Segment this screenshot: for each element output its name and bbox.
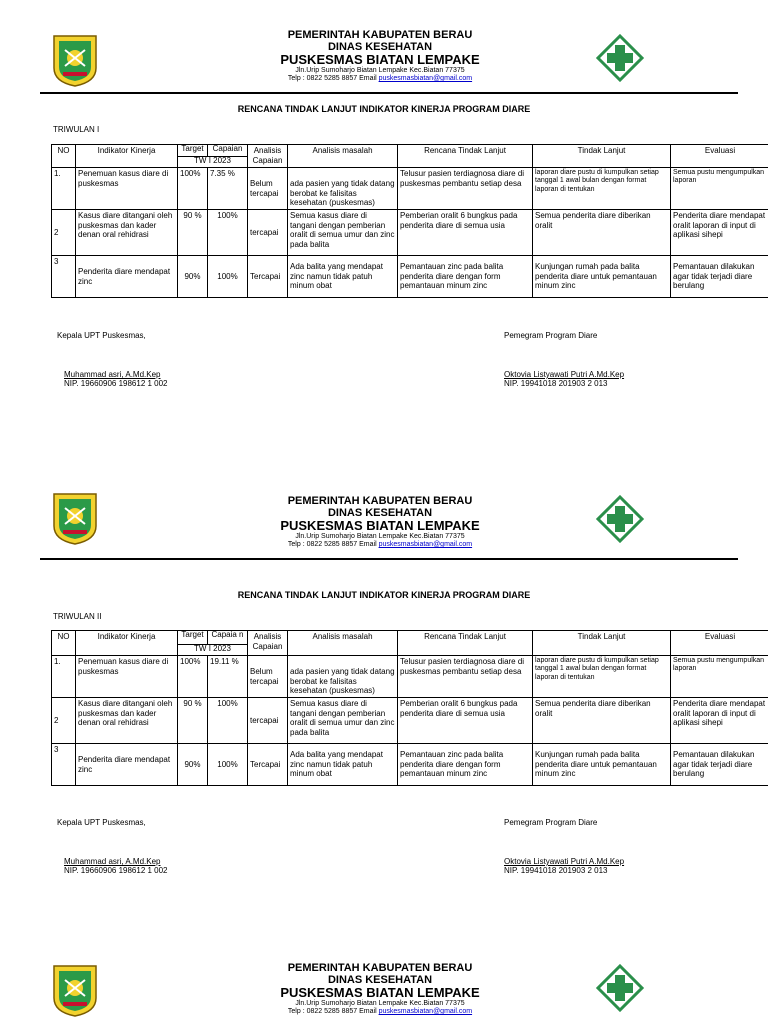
cell-target: 100% — [178, 168, 208, 210]
col-tindak: Tindak Lanjut — [533, 631, 671, 656]
sign-left-block — [64, 857, 168, 875]
sign-right-name: Oktovia Listyawati Putri A.Md.Kep — [504, 370, 625, 379]
cell-rencana: Pemantauan zinc pada balita penderita diare dengan form pemantauan minum zinc — [398, 256, 533, 298]
cell-rencana: Pemberian oralit 6 bungkus pada penderita diare di semua usia — [398, 210, 533, 256]
col-analisis-capaian: Analisis Capaian — [248, 145, 288, 168]
cell-evaluasi: Pemantauan dilakukan agar tidak terjadi diare berulang — [671, 256, 768, 298]
doc-title: RENCANA TINDAK LANJUT INDIKATOR KINERJA PROGRAM DIARE — [237, 104, 531, 114]
cell-evaluasi: Pemantauan dilakukan agar tidak terjadi diare berulang — [671, 744, 768, 786]
cell-target: 90 % — [178, 210, 208, 256]
cell-capaian: 19.11 % — [208, 656, 248, 698]
sign-right-name: Oktovia Listyawati Putri A.Md.Kep — [504, 857, 625, 866]
cell-no: 1. — [52, 168, 76, 210]
col-evaluasi: Evaluasi — [671, 145, 768, 168]
cell-indikator: Penemuan kasus diare di puskesmas — [76, 656, 178, 698]
cell-analisis-capaian: Belum tercapai — [248, 168, 288, 210]
facility-name: PUSKESMAS BIATAN LEMPAKE — [280, 985, 480, 1001]
cell-no: 3 — [52, 256, 76, 298]
agency-line: DINAS KESEHATAN — [327, 974, 433, 987]
cell-tindak: Semua penderita diare diberikan oralit — [533, 210, 671, 256]
cell-evaluasi: Penderita diare mendapat oralit laporan di input di aplikasi sihepi — [671, 210, 768, 256]
col-period: TW I 2023 — [178, 157, 248, 168]
cell-tindak: Semua penderita diare diberikan oralit — [533, 698, 671, 744]
cell-indikator: Penderita diare mendapat zinc — [76, 744, 178, 786]
cell-rencana: Pemberian oralit 6 bungkus pada penderita diare di semua usia — [398, 698, 533, 744]
quarter-label: TRIWULAN II — [53, 612, 102, 621]
col-evaluasi: Evaluasi — [671, 631, 768, 656]
gov-line: PEMERINTAH KABUPATEN BERAU — [287, 495, 473, 507]
cell-analisis-capaian: Tercapai — [248, 744, 288, 786]
agency-line: DINAS KESEHATAN — [327, 507, 433, 520]
col-no: NO — [52, 631, 76, 656]
sign-left-nip: NIP. 19660906 198612 1 002 — [64, 866, 168, 875]
cell-rencana: Pemantauan zinc pada balita penderita diare dengan form pemantauan minum zinc — [398, 744, 533, 786]
sign-right-block — [504, 370, 624, 388]
phone-text: Telp : 0822 5285 8857 Email — [287, 75, 377, 83]
cell-analisis-masalah: Semua kasus diare di tangani dengan pemberian oralit di semua umur dan zinc pada balita — [288, 698, 398, 744]
cell-analisis-capaian: Tercapai — [248, 256, 288, 298]
sign-right-nip: NIP. 19941018 201903 2 013 — [504, 866, 608, 875]
col-no: NO — [52, 145, 76, 168]
facility-name: PUSKESMAS BIATAN LEMPAKE — [280, 52, 480, 68]
agency-line: DINAS KESEHATAN — [327, 41, 433, 54]
col-analisis-masalah: Analisis masalah — [288, 631, 398, 656]
col-capaian: Capaia n — [208, 631, 248, 645]
sign-left-title: Kepala UPT Puskesmas, — [57, 818, 146, 827]
cell-capaian: 100% — [208, 256, 248, 298]
phone-text: Telp : 0822 5285 8857 Email — [287, 541, 377, 549]
table-row — [52, 210, 768, 256]
sign-left-name: Muhammad asri, A.Md.Kep — [64, 857, 161, 866]
phone-text: Telp : 0822 5285 8857 Email — [287, 1008, 377, 1016]
cell-analisis-capaian: tercapai — [248, 698, 288, 744]
col-indikator: Indikator Kinerja — [76, 631, 178, 656]
sign-left-nip: NIP. 19660906 198612 1 002 — [64, 379, 168, 388]
table-row — [52, 656, 768, 698]
col-indikator: Indikator Kinerja — [76, 145, 178, 168]
cell-no: 3 — [52, 744, 76, 786]
doc-title: RENCANA TINDAK LANJUT INDIKATOR KINERJA PROGRAM DIARE — [237, 590, 531, 600]
cell-target: 90% — [178, 744, 208, 786]
header-rule — [40, 558, 738, 560]
cell-target: 100% — [178, 656, 208, 698]
col-tindak: Tindak Lanjut — [533, 145, 671, 168]
cell-no: 2 — [52, 698, 76, 744]
facility-name: PUSKESMAS BIATAN LEMPAKE — [280, 518, 480, 534]
cell-indikator: Penderita diare mendapat zinc — [76, 256, 178, 298]
cell-no: 1. — [52, 656, 76, 698]
berau-regency-emblem-icon — [50, 32, 100, 88]
gov-line: PEMERINTAH KABUPATEN BERAU — [287, 962, 473, 974]
email-link[interactable]: puskesmasbiatan@gmail.com — [378, 1008, 473, 1016]
col-target: Target — [178, 631, 208, 645]
cell-evaluasi: Penderita diare mendapat oralit laporan di input di aplikasi sihepi — [671, 698, 768, 744]
sign-right-title: Pemegram Program Diare — [504, 818, 598, 827]
col-rencana: Rencana Tindak Lanjut — [398, 631, 533, 656]
cell-no: 2 — [52, 210, 76, 256]
cell-analisis-masalah: Ada balita yang mendapat zinc namun tidak patuh minum obat — [288, 744, 398, 786]
quarter-label: TRIWULAN I — [53, 125, 100, 134]
berau-regency-emblem-icon — [50, 490, 100, 546]
col-period: TW I 2023 — [178, 645, 248, 656]
address-line: Jln.Urip Sumoharjo Biatan Lempake Kec.Biatan 77375 — [295, 67, 465, 75]
berau-regency-emblem-icon — [50, 962, 100, 1018]
cell-tindak: Kunjungan rumah pada balita penderita diare untuk pemantauan minum zinc — [533, 256, 671, 298]
table-row — [52, 698, 768, 744]
col-analisis-masalah: Analisis masalah — [288, 145, 398, 168]
sign-left-name: Muhammad asri, A.Md.Kep — [64, 370, 161, 379]
cell-analisis-capaian: tercapai — [248, 210, 288, 256]
cell-evaluasi: Semua pustu mengumpulkan laporan — [671, 168, 768, 210]
cell-analisis-masalah: ada pasien yang tidak datang berobat ke falisitas kesehatan (puskesmas) — [288, 656, 398, 698]
table-row — [52, 256, 768, 298]
col-rencana: Rencana Tindak Lanjut — [398, 145, 533, 168]
col-capaian: Capaian — [208, 145, 248, 157]
cell-capaian: 100% — [208, 698, 248, 744]
sign-right-nip: NIP. 19941018 201903 2 013 — [504, 379, 608, 388]
table-row — [52, 168, 768, 210]
email-link[interactable]: puskesmasbiatan@gmail.com — [378, 541, 473, 549]
rtl-table-q2 — [51, 630, 768, 786]
cell-tindak: Kunjungan rumah pada balita penderita diare untuk pemantauan minum zinc — [533, 744, 671, 786]
sign-left-block — [64, 370, 168, 388]
col-analisis-capaian: Analisis Capaian — [248, 631, 288, 656]
sign-right-block — [504, 857, 624, 875]
cell-indikator: Penemuan kasus diare di puskesmas — [76, 168, 178, 210]
cell-analisis-masalah: Semua kasus diare di tangani dengan pemberian oralit di semua umur dan zinc pada balita — [288, 210, 398, 256]
gov-line: PEMERINTAH KABUPATEN BERAU — [287, 29, 473, 41]
header-rule — [40, 92, 738, 94]
cell-target: 90 % — [178, 698, 208, 744]
puskesmas-cross-icon — [596, 495, 644, 543]
cell-indikator: Kasus diare ditangani oleh puskesmas dan kader denan oral rehidrasi — [76, 210, 178, 256]
cell-rencana: Telusur pasien terdiagnosa diare di puskesmas pembantu setiap desa — [398, 656, 533, 698]
contact-line — [180, 541, 580, 549]
cell-capaian: 100% — [208, 210, 248, 256]
puskesmas-cross-icon — [596, 34, 644, 82]
address-line: Jln.Urip Sumoharjo Biatan Lempake Kec.Biatan 77375 — [295, 533, 465, 541]
puskesmas-cross-icon — [596, 964, 644, 1012]
col-target: Target — [178, 145, 208, 157]
cell-evaluasi: Semua pustu mengumpulkan laporan — [671, 656, 768, 698]
cell-analisis-masalah: Ada balita yang mendapat zinc namun tidak patuh minum obat — [288, 256, 398, 298]
address-line: Jln.Urip Sumoharjo Biatan Lempake Kec.Biatan 77375 — [295, 1000, 465, 1008]
cell-capaian: 7.35 % — [208, 168, 248, 210]
contact-line — [180, 1008, 580, 1016]
email-link[interactable]: puskesmasbiatan@gmail.com — [378, 75, 473, 83]
rtl-table-q1 — [51, 144, 768, 298]
cell-target: 90% — [178, 256, 208, 298]
table-row — [52, 744, 768, 786]
sign-left-title: Kepala UPT Puskesmas, — [57, 331, 146, 340]
cell-capaian: 100% — [208, 744, 248, 786]
cell-rencana: Telusur pasien terdiagnosa diare di puskesmas pembantu setiap desa — [398, 168, 533, 210]
cell-tindak: laporan diare pustu di kumpulkan setiap tanggal 1 awal bulan dengan format laporan di tentukan — [533, 168, 671, 210]
cell-indikator: Kasus diare ditangani oleh puskesmas dan kader denan oral rehidrasi — [76, 698, 178, 744]
cell-analisis-capaian: Belum tercapai — [248, 656, 288, 698]
sign-right-title: Pemegram Program Diare — [504, 331, 598, 340]
cell-analisis-masalah: ada pasien yang tidak datang berobat ke falisitas kesehatan (puskesmas) — [288, 168, 398, 210]
cell-tindak: laporan diare pustu di kumpulkan setiap tanggal 1 awal bulan dengan format laporan di tentukan — [533, 656, 671, 698]
contact-line — [180, 75, 580, 83]
letterhead-text — [180, 495, 580, 549]
letterhead-text — [180, 29, 580, 83]
letterhead-text — [180, 962, 580, 1016]
